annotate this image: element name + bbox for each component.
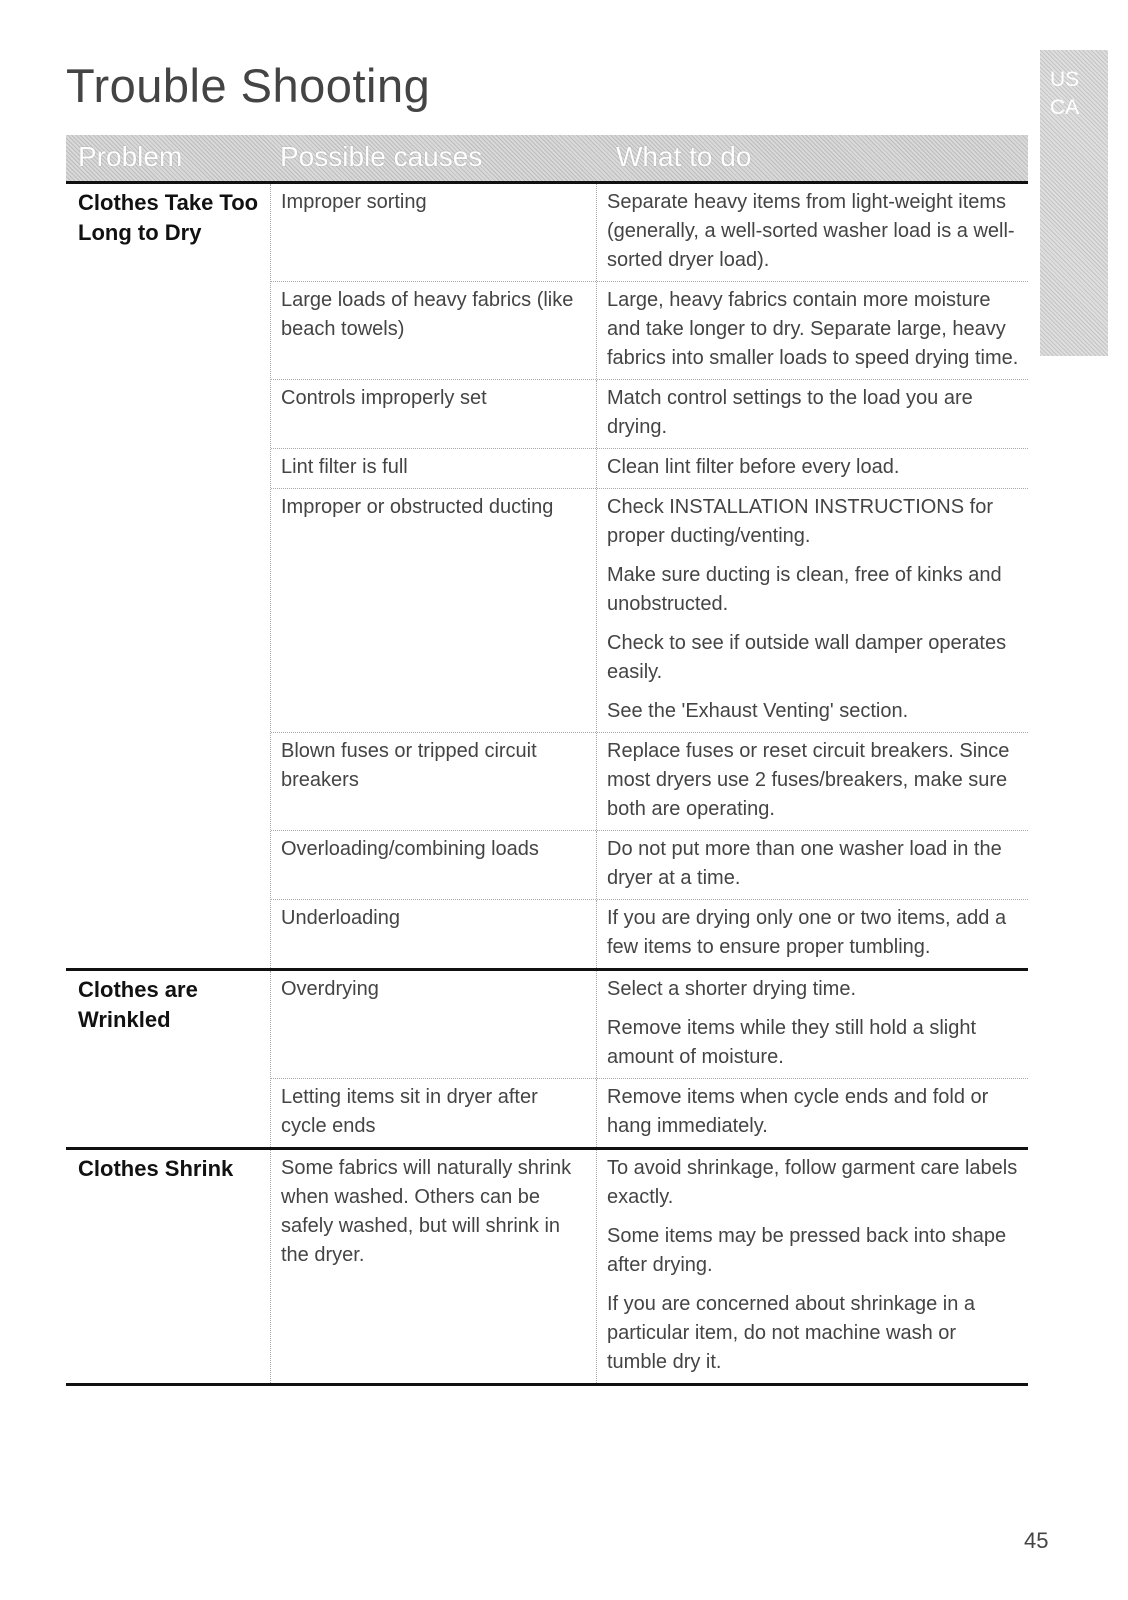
what-to-do-item: Clean lint filter before every load. xyxy=(607,456,900,478)
what-to-do-item: Make sure ducting is clean, free of kinks and unobstructed. xyxy=(607,564,1002,615)
possible-cause: Some fabrics will naturally shrink when washed. Others can be safely washed, but will shrink in the dryer. xyxy=(271,1150,597,1383)
problem-label: Clothes are Wrinkled xyxy=(78,977,198,1032)
what-to-do-item: Do not put more than one washer load in the dryer at a time. xyxy=(607,838,1002,889)
table-row xyxy=(271,448,1028,488)
problem-group xyxy=(66,1150,1028,1386)
table-row xyxy=(271,488,1028,732)
region-tab-us: US xyxy=(1050,68,1080,91)
problem-group xyxy=(66,184,1028,971)
what-to-do xyxy=(597,1079,1028,1147)
problem-label: Clothes Take Too Long to Dry xyxy=(78,190,259,245)
what-to-do-item: Separate heavy items from light-weight items (generally, a well-sorted washer load is a well-sorted dryer load). xyxy=(607,191,1015,271)
what-to-do xyxy=(597,971,1028,1078)
possible-cause: Improper sorting xyxy=(271,184,597,281)
what-to-do-item: Select a shorter drying time. xyxy=(607,978,856,1000)
what-to-do xyxy=(597,282,1028,379)
page-number: 45 xyxy=(1024,1528,1049,1553)
table-row xyxy=(271,830,1028,899)
table-row xyxy=(271,971,1028,1078)
possible-cause: Blown fuses or tripped circuit breakers xyxy=(271,733,597,830)
what-to-do xyxy=(597,380,1028,448)
what-to-do xyxy=(597,1150,1028,1383)
possible-cause: Overloading/combining loads xyxy=(271,831,597,899)
table-row xyxy=(271,281,1028,379)
what-to-do-item: Large, heavy fabrics contain more moisture and take longer to dry. Separate large, heavy fabrics into smaller loads to speed drying time. xyxy=(607,289,1019,369)
what-to-do-item: Match control settings to the load you are drying. xyxy=(607,387,973,438)
possible-cause: Controls improperly set xyxy=(271,380,597,448)
page-title: Trouble Shooting xyxy=(66,59,431,112)
cause-rows xyxy=(270,1150,1028,1383)
possible-cause: Large loads of heavy fabrics (like beach towels) xyxy=(271,282,597,379)
region-tab xyxy=(1040,50,1108,356)
what-to-do-item: Remove items when cycle ends and fold or hang immediately. xyxy=(607,1086,989,1137)
table-row xyxy=(271,1150,1028,1383)
possible-cause: Letting items sit in dryer after cycle ends xyxy=(271,1079,597,1147)
problem-group xyxy=(66,971,1028,1150)
troubleshooting-table xyxy=(66,184,1028,1386)
table-header xyxy=(66,135,1028,181)
what-to-do xyxy=(597,733,1028,830)
table-row xyxy=(271,732,1028,830)
problem-label: Clothes Shrink xyxy=(78,1156,234,1181)
possible-cause: Overdrying xyxy=(271,971,597,1078)
region-tab-ca: CA xyxy=(1050,96,1080,119)
header-problem: Problem xyxy=(78,141,183,172)
table-row xyxy=(271,379,1028,448)
possible-cause: Underloading xyxy=(271,900,597,968)
what-to-do-item: Check INSTALLATION INSTRUCTIONS for proper ducting/venting. xyxy=(607,496,993,547)
table-row xyxy=(271,184,1028,281)
what-to-do-item: See the 'Exhaust Venting' section. xyxy=(607,700,909,722)
possible-cause: Lint filter is full xyxy=(271,449,597,488)
what-to-do xyxy=(597,184,1028,281)
table-row xyxy=(271,1078,1028,1147)
what-to-do-item: If you are concerned about shrinkage in a particular item, do not machine wash or tumble dry it. xyxy=(607,1293,976,1373)
what-to-do-item: To avoid shrinkage, follow garment care labels exactly. xyxy=(607,1157,1018,1208)
what-to-do xyxy=(597,449,1028,488)
what-to-do xyxy=(597,489,1028,732)
what-to-do-item: Replace fuses or reset circuit breakers. Since most dryers use 2 fuses/breakers, make sure both are operating. xyxy=(607,740,1010,820)
what-to-do xyxy=(597,900,1028,968)
header-possible-causes: Possible causes xyxy=(280,141,483,172)
table-row xyxy=(271,899,1028,968)
what-to-do-item: Check to see if outside wall damper operates easily. xyxy=(607,632,1007,683)
what-to-do-item: Some items may be pressed back into shape after drying. xyxy=(607,1225,1007,1276)
what-to-do xyxy=(597,831,1028,899)
cause-rows xyxy=(270,184,1028,968)
what-to-do-item: If you are drying only one or two items, add a few items to ensure proper tumbling. xyxy=(607,907,1007,958)
header-what-to-do: What to do xyxy=(616,141,752,172)
what-to-do-item: Remove items while they still hold a slight amount of moisture. xyxy=(607,1017,977,1068)
possible-cause: Improper or obstructed ducting xyxy=(271,489,597,732)
cause-rows xyxy=(270,971,1028,1147)
